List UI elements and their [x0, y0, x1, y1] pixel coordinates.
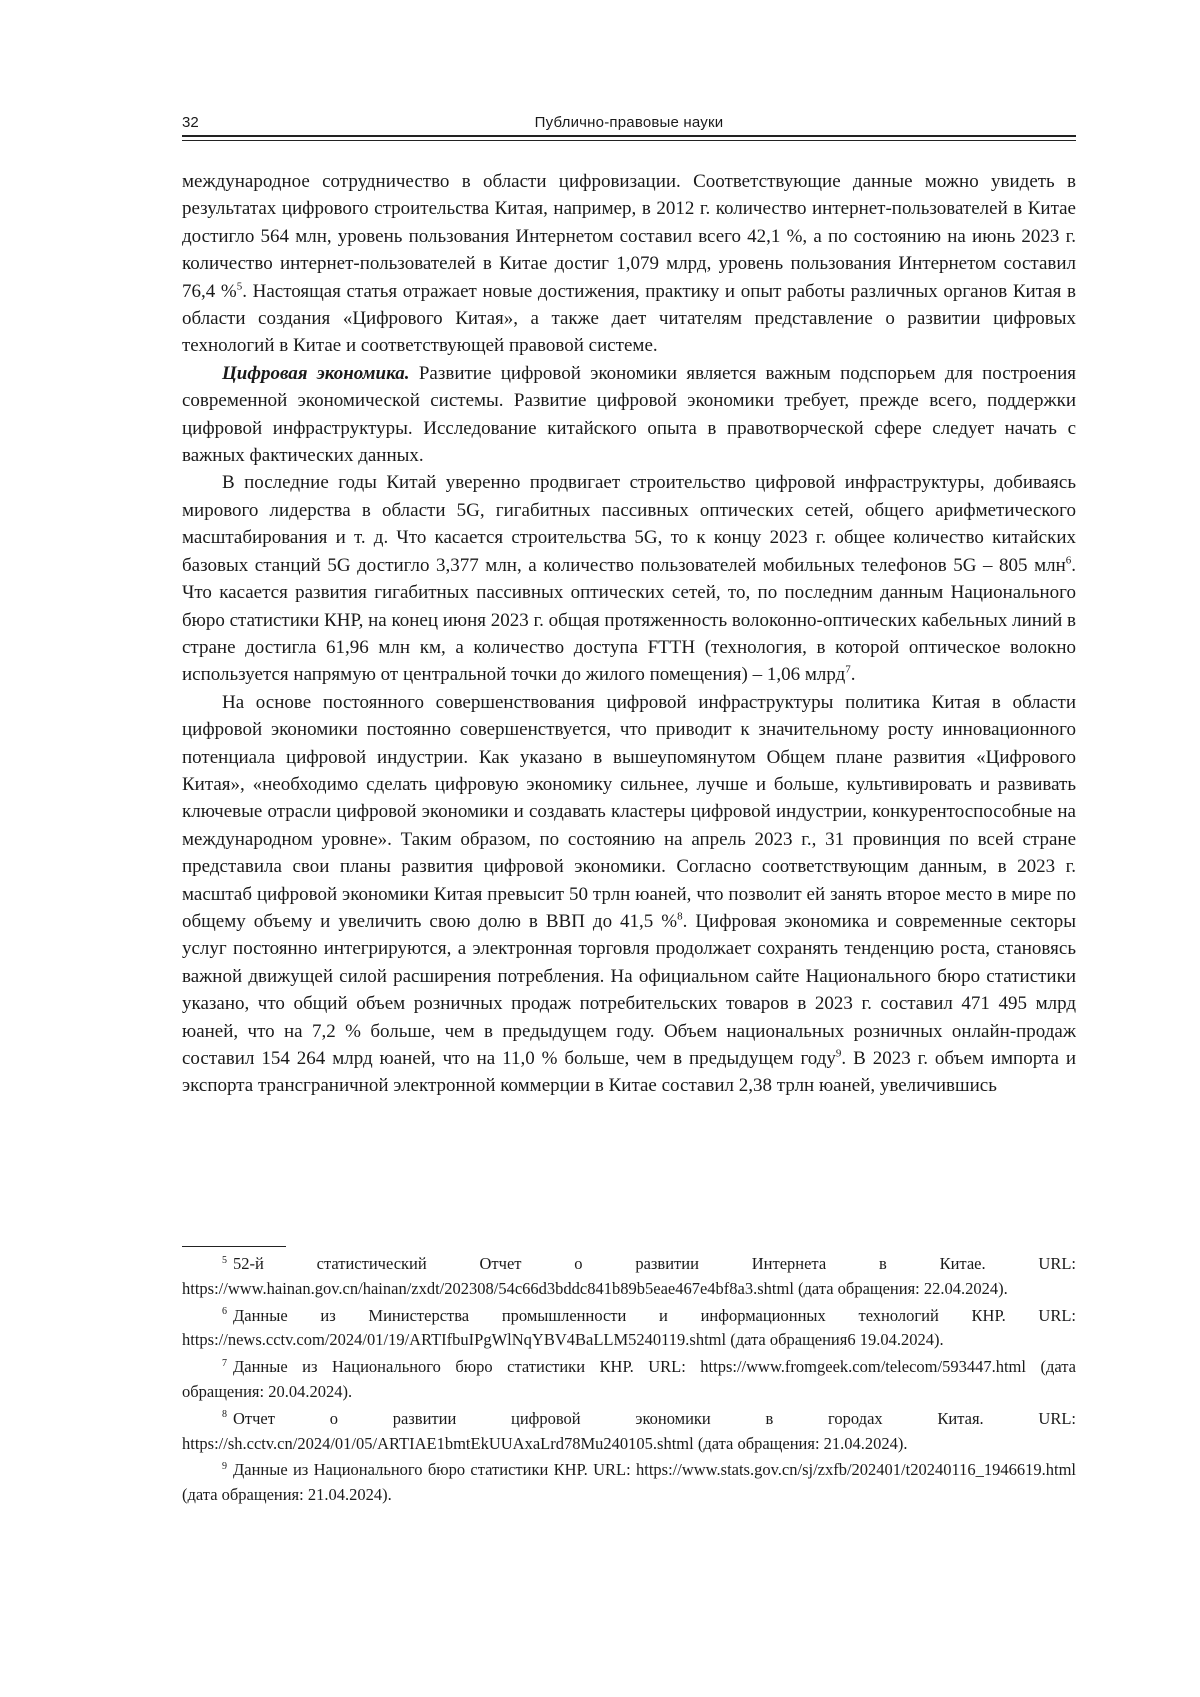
footnote-number: 9 — [222, 1460, 227, 1472]
paragraph: На основе постоянного совершенствования цифровой инфраструктуры политика Китая в области цифровой экономики постоянно совершенствуется, что приводит к значительному росту инновационного потенциала цифровой индустрии. Как указано в вышеупомянутом Общем плане развития «Цифрового Китая», «необходимо сделать цифровую экономику сильнее, лучше и больше, культивировать и развивать ключевые отрасли цифровой экономики и создавать кластеры цифровой индустрии, конкурентоспособные на международном уровне». Таким образом, по состоянию на апрель 2023 г., 31 провинция по всей стране представила свои планы развития цифровой экономики. Согласно соответствующим данным, в 2023 г. масштаб цифровой экономики Китая превысит 50 трлн юаней, что позволит ей занять второе место в мире по общему объему и увеличить свою долю в ВВП до 41,5 %$^8$. Цифровая экономика и современные секторы услуг постоянно интегрируются, а электронная торговля продолжает сохранять тенденцию роста, становясь важной движущей силой расширения потребления. На официальном сайте Национального бюро статистики указано, что общий объем розничных продаж потребительских товаров в 2023 г. составил 471 495 млрд юаней, что на 7,2 % больше, чем в предыдущем году. Объем национальных розничных онлайн-продаж составил 154 264 млрд юаней, что на 11,0 % больше, чем в предыдущем году$^9$. В 2023 г. объем импорта и экспорта трансграничной электронной коммерции в Китае составил 2,38 трлн юаней, увеличившись — [182, 691, 1077, 1097]
paragraph: Цифровая экономика. Развитие цифровой экономики является важным подспорьем для построения современной экономической системы. Развитие цифровой экономики требует, прежде всего, поддержки цифровой инфраструктуры. Исследование китайского опыта в правотворческой сфере следует начать с важных фактических данных. — [182, 362, 1076, 467]
header-rule-thick — [182, 135, 1076, 137]
footnote-number: 6 — [222, 1306, 227, 1318]
paragraph: В последние годы Китай уверенно продвигает строительство цифровой инфраструктуры, добиваясь мирового лидерства в области 5G, гигабитных пассивных оптических сетей, общего арифметического масштабирования и т. д. Что касается строительства 5G, то к концу 2023 г. общее количество китайских базовых станций 5G достигло 3,377 млн, а количество пользователей мобильных телефонов 5G – 805 млн$^6$. Что касается развития гигабитных пассивных оптических сетей, то, по последним данным Национального бюро статистики КНР, на конец июня 2023 г. общая протяженность волоконно-оптических кабельных линий в стране достигла 61,96 млн км, а количество доступа FTTH (технология, в которой оптическое волокно используется напрямую от центральной точки до жилого помещения) – 1,06 млрд$^7$. — [182, 472, 1077, 686]
footnote-number: 5 — [222, 1254, 227, 1266]
footnote: $^9$ Данные из Национального бюро статистики КНР. URL: https://www.stats.gov.cn/sj/zxfb/202401/t20240116_1946619.html (дата обращения: 21.04.2024). — [182, 1460, 1076, 1505]
footnote: $^7$ Данные из Национального бюро статистики КНР. URL: https://www.fromgeek.com/telecom/593447.html (дата обращения: 20.04.2024). — [182, 1357, 1076, 1401]
running-title: Публично-правовые науки — [534, 114, 724, 131]
footnote-ref-7[interactable]: 7 — [845, 663, 851, 676]
header-rule-thin — [182, 140, 1076, 141]
paragraph: международное сотрудничество в области цифровизации. Соответствующие данные можно увидеть в результатах цифрового строительства Китая, например, в 2012 г. количество интернет-пользователей в Китае достигло 564 млн, уровень пользования Интернетом составил всего 42,1 %, а по состоянию на июнь 2023 г. количество интернет-пользователей в Китае достиг 1,079 млрд, уровень пользования Интернетом составил 76,4 %$^5$. Настоящая статья отражает новые достижения, практику и опыт работы различных органов Китая в области создания «Цифрового Китая», а также дает читателям представление о развитии цифровых технологий в Китае и соответствующей правовой системе. — [182, 171, 1076, 357]
footnote-ref-9[interactable]: 9 — [835, 1047, 842, 1060]
footnote-ref-6[interactable]: 6 — [1065, 554, 1072, 567]
running-header — [182, 112, 1076, 134]
footnote-number: 8 — [222, 1409, 227, 1421]
main-text — [182, 168, 1076, 1100]
footnote-ref-8[interactable]: 8 — [677, 910, 683, 923]
page-number: 32 — [182, 114, 199, 131]
footnote: $^8$ Отчет о развитии цифровой экономики в городах Китая. URL: https://sh.cctv.cn/2024/01/05/ARTIAE1bmtEkUUAxaLrd78Mu240105.shtml (дата обращения: 21.04.2024). — [182, 1408, 1076, 1453]
footnote: $^5$ 52-й статистический Отчет о развитии Интернета в Китае. URL: https://www.hainan.gov.cn/hainan/zxdt/202308/54c66d3bddc841b89b5eae467e4bf8a3.shtml (дата обращения: 22.04.2024). — [182, 1254, 1076, 1298]
footnote-separator — [182, 1246, 286, 1247]
footnote-ref-5[interactable]: 5 — [236, 280, 243, 293]
footnotes — [182, 1252, 1076, 1510]
footnote: $^6$ Данные из Министерства промышленности и информационных технологий КНР. URL: https://news.cctv.com/2024/01/19/ARTIfbuIPgWlNqYBV4BaLLM5240119.shtml (дата обращения6 19.04.2024). — [182, 1305, 1076, 1350]
section-lead-term: Цифровая экономика. — [222, 362, 410, 384]
footnote-number: 7 — [222, 1357, 227, 1369]
